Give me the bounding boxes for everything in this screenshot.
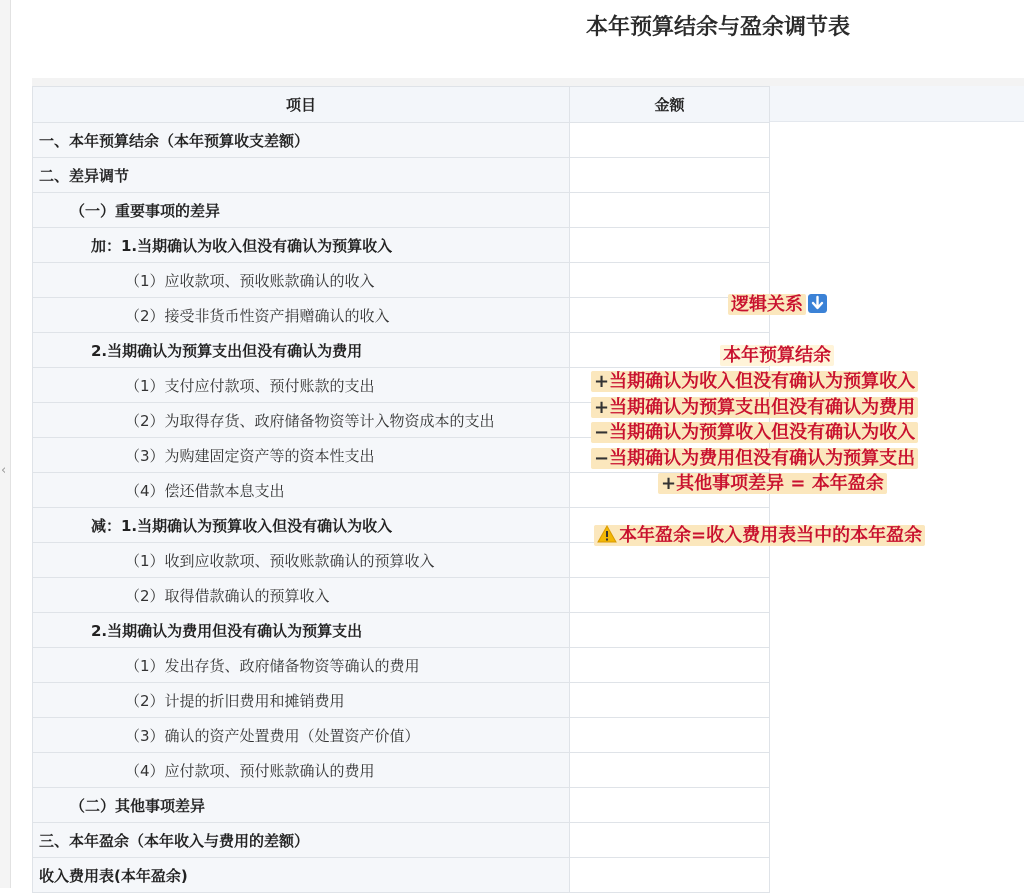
- table-header-row: [33, 87, 770, 123]
- table-row: [33, 683, 770, 718]
- item-cell: 收入费用表(本年盈余): [33, 858, 570, 893]
- formula-line-5: [658, 472, 887, 496]
- item-cell: （4）应付款项、预付账款确认的费用: [33, 753, 570, 788]
- collapse-chevron-icon[interactable]: ‹: [1, 463, 7, 478]
- table-row: [33, 753, 770, 788]
- formula-text: 当期确认为预算收入但没有确认为收入: [609, 422, 916, 443]
- amount-cell[interactable]: [570, 718, 770, 753]
- formula-text: 当期确认为预算支出但没有确认为费用: [609, 397, 916, 418]
- table-row: [33, 648, 770, 683]
- formula-line-2: [591, 396, 918, 420]
- item-cell: （2）计提的折旧费用和摊销费用: [33, 683, 570, 718]
- table-row: [33, 193, 770, 228]
- item-cell: 2.当期确认为预算支出但没有确认为费用: [33, 333, 570, 368]
- item-cell: （1）收到应收款项、预收账款确认的预算收入: [33, 543, 570, 578]
- item-cell: （一）重要事项的差异: [33, 193, 570, 228]
- column-header-amount: 金额: [570, 87, 770, 123]
- amount-cell[interactable]: [570, 683, 770, 718]
- table-row: [33, 333, 770, 368]
- amount-cell[interactable]: [570, 578, 770, 613]
- table-row: [33, 123, 770, 158]
- sheet-top-bar: [32, 78, 1024, 86]
- header-extension: [769, 86, 1024, 122]
- logic-heading: [728, 293, 827, 317]
- down-arrow-icon: [808, 294, 827, 313]
- amount-cell[interactable]: [570, 753, 770, 788]
- item-cell: （2）为取得存货、政府储备物资等计入物资成本的支出: [33, 403, 570, 438]
- formula-start-text: 本年预算结余: [720, 345, 834, 366]
- formula-text: 其他事项差异 = 本年盈余: [676, 473, 884, 494]
- amount-cell[interactable]: [570, 613, 770, 648]
- formula-sign: +: [661, 473, 677, 494]
- table-row: [33, 578, 770, 613]
- table-row: [33, 263, 770, 298]
- formula-text: 当期确认为费用但没有确认为预算支出: [609, 448, 916, 469]
- item-cell: （3）为购建固定资产等的资本性支出: [33, 438, 570, 473]
- formula-start: [720, 344, 834, 368]
- item-cell: （1）发出存货、政府储备物资等确认的费用: [33, 648, 570, 683]
- table-row: [33, 158, 770, 193]
- table-row: [33, 858, 770, 893]
- table-row: [33, 298, 770, 333]
- table-row: [33, 823, 770, 858]
- formula-sign: −: [594, 422, 610, 443]
- item-cell: （二）其他事项差异: [33, 788, 570, 823]
- table-row: [33, 718, 770, 753]
- column-header-item: 项目: [33, 87, 570, 123]
- note-text: 本年盈余=收入费用表当中的本年盈余: [619, 525, 923, 546]
- formula-sign: +: [594, 397, 610, 418]
- formula-sign: −: [594, 448, 610, 469]
- item-cell: （2）取得借款确认的预算收入: [33, 578, 570, 613]
- item-cell: （4）偿还借款本息支出: [33, 473, 570, 508]
- table-row: [33, 788, 770, 823]
- amount-cell[interactable]: [570, 228, 770, 263]
- page-title: 本年预算结余与盈余调节表: [586, 15, 851, 40]
- left-panel-strip: [0, 0, 11, 888]
- amount-cell[interactable]: [570, 858, 770, 893]
- formula-line-1: [591, 370, 918, 394]
- item-cell: （2）接受非货币性资产捐赠确认的收入: [33, 298, 570, 333]
- item-cell: （3）确认的资产处置费用（处置资产价值）: [33, 718, 570, 753]
- formula-text: 当期确认为收入但没有确认为预算收入: [609, 371, 916, 392]
- table-body: [33, 123, 770, 893]
- item-cell: 二、差异调节: [33, 158, 570, 193]
- item-cell: （1）应收款项、预收账款确认的收入: [33, 263, 570, 298]
- item-cell: 一、本年预算结余（本年预算收支差额）: [33, 123, 570, 158]
- amount-cell[interactable]: [570, 648, 770, 683]
- logic-heading-text: 逻辑关系: [728, 294, 806, 315]
- item-cell: 减：1.当期确认为预算收入但没有确认为收入: [33, 508, 570, 543]
- note-line: [594, 524, 925, 548]
- item-cell: 三、本年盈余（本年收入与费用的差额）: [33, 823, 570, 858]
- formula-line-3: [591, 421, 918, 445]
- amount-cell[interactable]: [570, 123, 770, 158]
- amount-cell[interactable]: [570, 158, 770, 193]
- table-row: [33, 613, 770, 648]
- warning-icon: [597, 525, 617, 543]
- amount-cell[interactable]: [570, 788, 770, 823]
- item-cell: （1）支付应付款项、预付账款的支出: [33, 368, 570, 403]
- table-row: [33, 228, 770, 263]
- amount-cell[interactable]: [570, 193, 770, 228]
- item-cell: 加：1.当期确认为收入但没有确认为预算收入: [33, 228, 570, 263]
- formula-line-4: [591, 447, 918, 471]
- amount-cell[interactable]: [570, 823, 770, 858]
- formula-sign: +: [594, 371, 610, 392]
- item-cell: 2.当期确认为费用但没有确认为预算支出: [33, 613, 570, 648]
